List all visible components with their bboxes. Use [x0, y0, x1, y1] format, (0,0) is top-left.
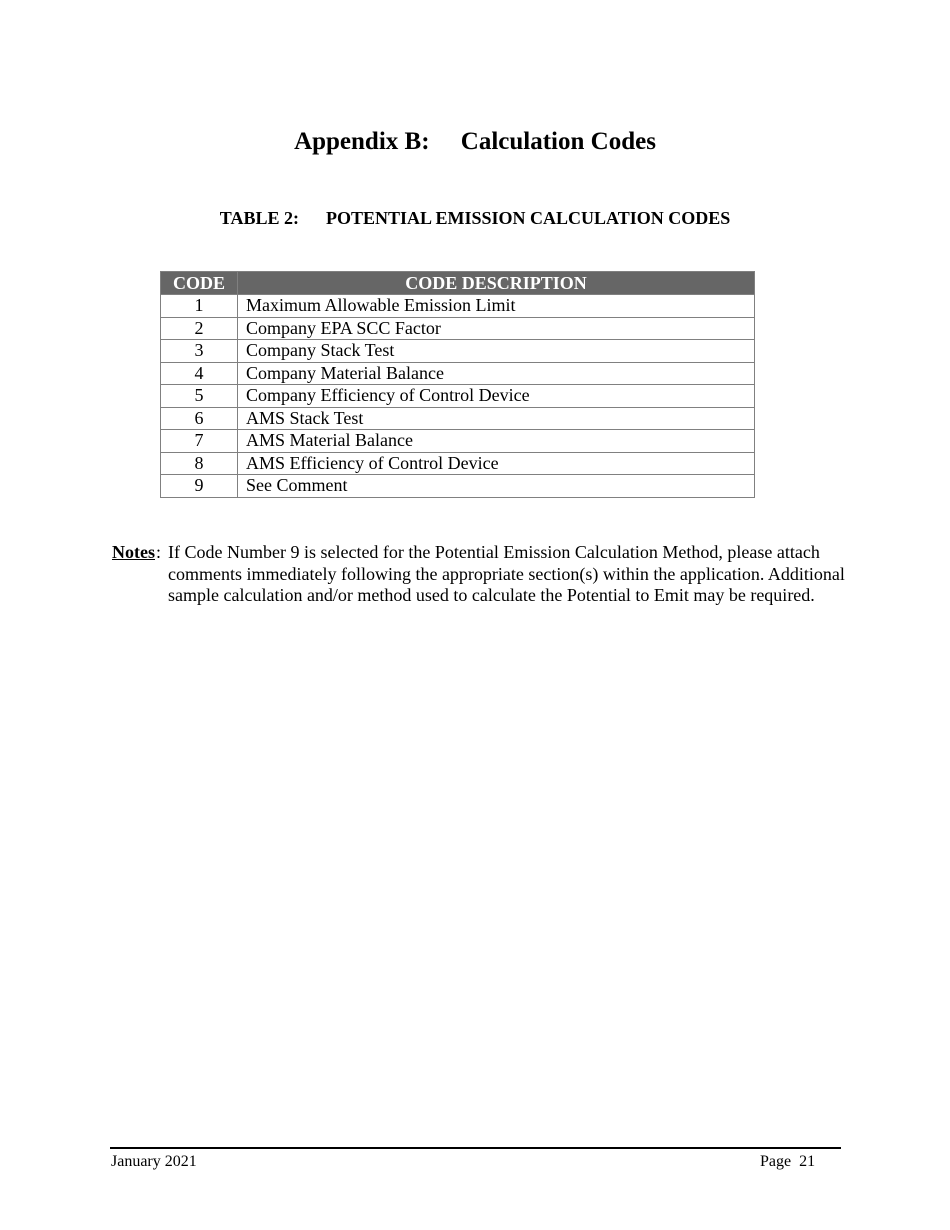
code-cell: 4: [161, 362, 238, 385]
table-row: [161, 295, 755, 318]
table-title: TABLE 2: POTENTIAL EMISSION CALCULATION CODES: [219, 208, 731, 228]
footer-date: January 2021: [111, 1153, 197, 1170]
table-row: [161, 452, 755, 475]
table-header-row: [161, 272, 755, 295]
notes-colon: :: [156, 542, 162, 562]
table-row: [161, 362, 755, 385]
description-cell: Company Material Balance: [238, 362, 755, 385]
code-cell: 5: [161, 385, 238, 408]
notes-text: If Code Number 9 is selected for the Potential Emission Calculation Method, please attach comments immediately following the appropriate section(s) within the application. Additional sample calculation and/or method used to calculate the Potential to Emit may be required.: [168, 542, 845, 605]
code-cell: 7: [161, 430, 238, 453]
description-cell: AMS Material Balance: [238, 430, 755, 453]
footer-divider: [110, 1147, 841, 1149]
code-cell: 8: [161, 452, 238, 475]
table-row: [161, 407, 755, 430]
description-cell: See Comment: [238, 475, 755, 498]
table-row: [161, 317, 755, 340]
table-row: [161, 385, 755, 408]
table-row: [161, 475, 755, 498]
notes-section: [112, 542, 852, 607]
description-cell: Company Efficiency of Control Device: [238, 385, 755, 408]
notes-label: Notes: [112, 542, 155, 562]
code-cell: 3: [161, 340, 238, 363]
code-cell: 1: [161, 295, 238, 318]
page-title: Appendix B: Calculation Codes: [294, 128, 656, 155]
table-row: [161, 340, 755, 363]
footer-page-number: Page 21: [760, 1153, 816, 1170]
code-cell: 2: [161, 317, 238, 340]
description-cell: Company EPA SCC Factor: [238, 317, 755, 340]
column-header-code: CODE: [161, 272, 238, 295]
description-cell: Maximum Allowable Emission Limit: [238, 295, 755, 318]
code-cell: 9: [161, 475, 238, 498]
description-cell: AMS Efficiency of Control Device: [238, 452, 755, 475]
column-header-description: CODE DESCRIPTION: [238, 272, 755, 295]
description-cell: AMS Stack Test: [238, 407, 755, 430]
table-row: [161, 430, 755, 453]
code-cell: 6: [161, 407, 238, 430]
description-cell: Company Stack Test: [238, 340, 755, 363]
calculation-codes-table: [160, 271, 755, 498]
